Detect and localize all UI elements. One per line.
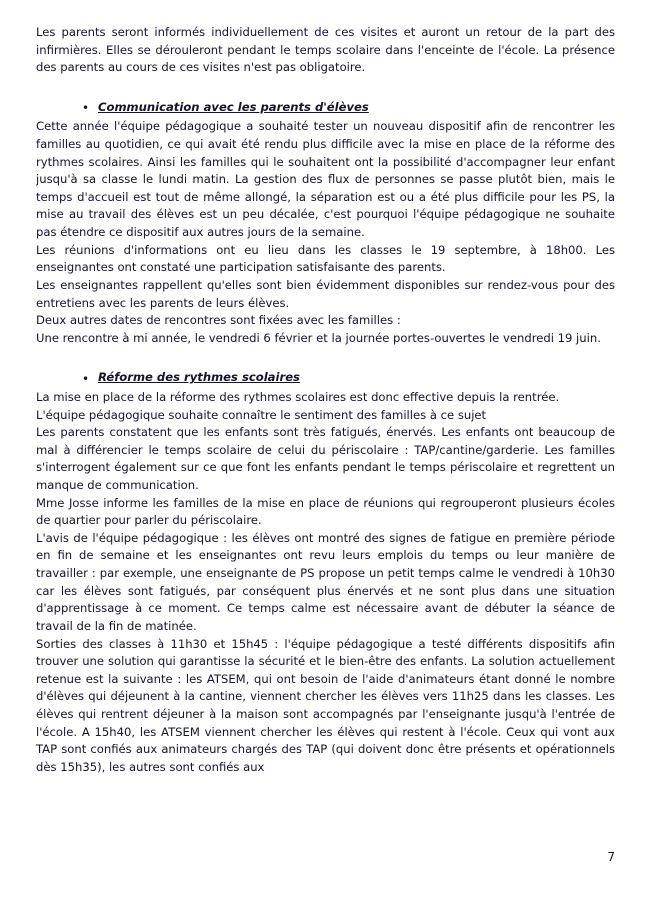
page-number: 7 [607, 850, 615, 864]
paragraph: L'équipe pédagogique souhaite connaître le sentiment des familles à ce sujet [36, 407, 487, 422]
bullet-heading-reforme [36, 369, 615, 387]
paragraph: Une rencontre à mi année, le vendredi 6 février et la journée portes-ouvertes le vendredi 19 juin. [36, 330, 601, 345]
bullet-dot-icon: • [82, 371, 90, 386]
paragraph: Sorties des classes à 11h30 et 15h45 : l'équipe pédagogique a testé différents dispositifs afin trouver une solution qui garantisse la sécurité et le bien-être des enfants. La solution actuellement retenue est la suivante : les ATSEM, qui ont besoin de l'aide d'animateurs étant donné le nombre d'élèves qui déjeunent à la cantine, viennent chercher les élèves vers 11h25 dans les classes. Les élèves qui rentrent déjeuner à la maison sont accompagnés par l'enseignante jusqu'à l'entrée de l'école. A 15h40, les ATSEM viennent chercher les élèves qui restent à l'école. Ceux qui vont aux TAP sont confiés aux animateurs chargés des TAP (qui doivent donc être présents et opérationnels dès 15h35), les autres sont confiés aux [36, 636, 615, 774]
paragraph: Les réunions d'informations ont eu lieu dans les classes le 19 septembre, à 18h00. Les enseignantes ont constaté une participation satisfaisante des parents. [36, 242, 615, 275]
paragraph: La mise en place de la réforme des rythmes scolaires est donc effective depuis la rentrée. [36, 389, 560, 404]
paragraph: L'avis de l'équipe pédagogique : les élèves ont montré des signes de fatigue en première période en fin de semaine et les enseignantes ont revu leurs emplois du temps ou leur manière de travailler : par exemple, une enseignante de PS propose un petit temps calme le vendredi à 10h30 car les élèves sont fatigués, par conséquent plus énervés et ne sont plus dans une situation d'apprentissage à ce moment. Ce temps calme est nécessaire avant de débuter la séance de travail de la fin de matinée. [36, 530, 615, 633]
bullet-heading-label: Communication avec les parents d'élèves [98, 99, 369, 114]
bullet-dot-icon: • [82, 101, 90, 116]
paragraph: Les enseignantes rappellent qu'elles sont bien évidemment disponibles sur rendez-vous pour des entretiens avec les parents de leurs élèves. [36, 277, 615, 310]
bullet-heading-label: Réforme des rythmes scolaires [98, 370, 300, 385]
paragraph: Mme Josse informe les familles de la mise en place de réunions qui regrouperont plusieurs écoles de quartier pour parler du périscolaire. [36, 495, 615, 528]
paragraph: Deux autres dates de rencontres sont fixées avec les familles : [36, 313, 401, 328]
paragraph: Les parents seront informés individuellement de ces visites et auront un retour de la part des infirmières. Elles se dérouleront pendant le temps scolaire dans l'enceinte de l'école. La présence des parents au cours de ces visites n'est pas obligatoire. [36, 25, 615, 75]
bullet-heading-communication [36, 99, 615, 117]
paragraph: Les parents constatent que les enfants sont très fatigués, énervés. Les enfants ont beaucoup de mal à différencier le temps scolaire de celui du périscolaire : TAP/cantine/garderie. Les familles s'interrogent également sur ce que font les enfants pendant le temps périscolaire et regrettent un manque de communication. [36, 425, 615, 493]
document-body [36, 24, 615, 776]
paragraph: Cette année l'équipe pédagogique a souhaité tester un nouveau dispositif afin de rencontrer les familles au quotidien, ce qui avait été rendu plus difficile avec la mise en place de la réforme des rythmes scolaires. Ainsi les familles qui le souhaitent ont la possibilité d'accompagner leur enfant jusqu'à sa classe le lundi matin. La gestion des flux de personnes se passe plutôt bien, mais le temps d'accueil est tout de même allongé, la séparation est ou a été plus difficile pour les PS, la mise au travail des élèves est un peu décalée, c'est pourquoi l'équipe pédagogique ne souhaite pas étendre ce dispositif aux autres jours de la semaine. [36, 119, 615, 240]
